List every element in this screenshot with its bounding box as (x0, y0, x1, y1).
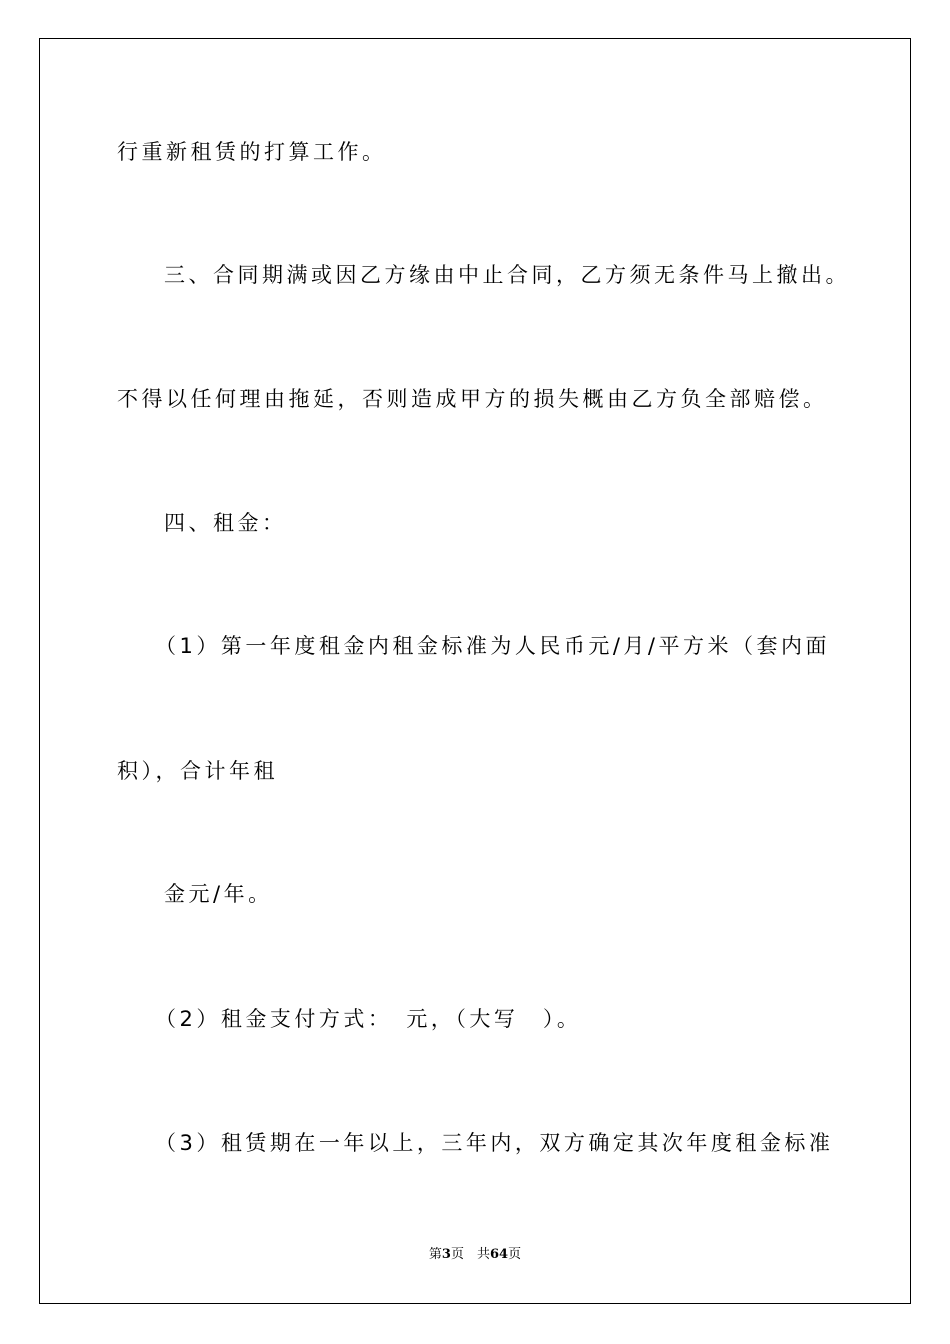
text-line-7: 金元/年。 (164, 882, 273, 906)
footer-page-prefix: 第 (428, 1247, 442, 1262)
text-line-2: 三、合同期满或因乙方缘由中止合同，乙方须无条件马上撤出。 (164, 263, 850, 287)
text-line-6: 积），合计年租 (117, 759, 278, 783)
text-line-1: 行重新租赁的打算工作。 (117, 140, 387, 164)
footer-total-suffix: 页 (508, 1247, 522, 1262)
footer-page-current: 3 (441, 1247, 451, 1262)
text-line-8: （2）租金支付方式： 元，（大写 ）。 (155, 1007, 582, 1031)
footer-page-suffix: 页 共 (450, 1247, 490, 1262)
footer-page-total: 64 (489, 1247, 509, 1262)
text-line-9: （3）租赁期在一年以上，三年内，双方确定其次年度租金标准 (155, 1131, 834, 1155)
text-line-4: 四、租金： (164, 511, 287, 535)
text-line-3: 不得以任何理由拖延，否则造成甲方的损失概由乙方负全部赔偿。 (117, 387, 828, 411)
page-frame (39, 38, 911, 1304)
page-footer (0, 1248, 950, 1261)
text-line-5: （1）第一年度租金内租金标准为人民币元/月/平方米（套内面 (155, 634, 831, 658)
